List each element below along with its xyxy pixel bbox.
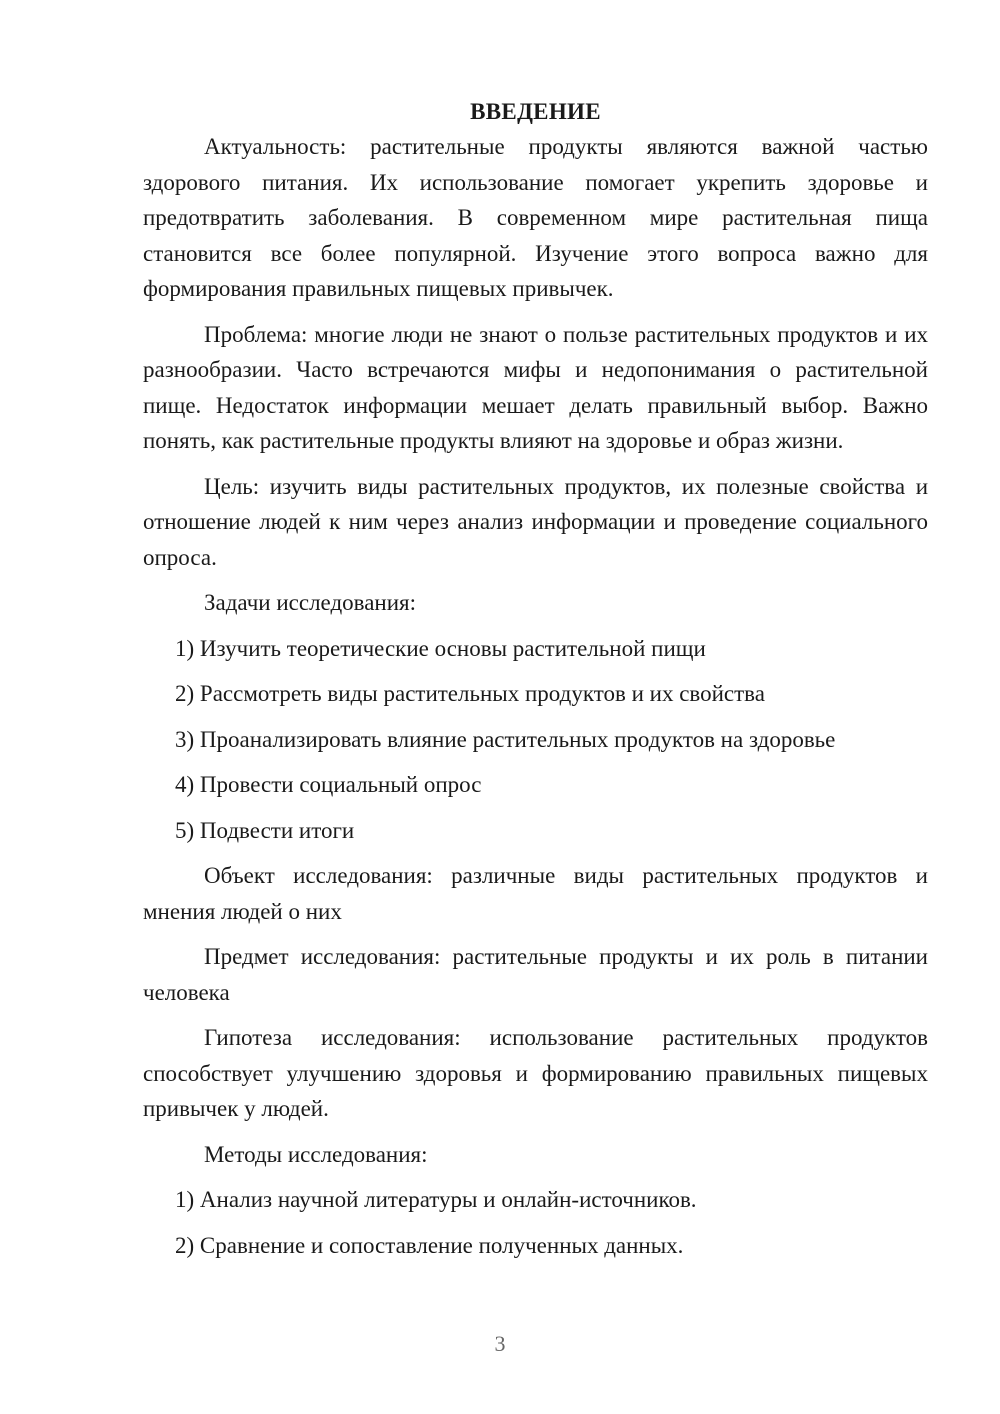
tasks-heading: Задачи исследования: [204,590,417,615]
section-title: ВВЕДЕНИЕ [470,99,601,124]
document-page [143,94,928,1273]
method-item: 2) Сравнение и сопоставление полученных данных. [175,1232,684,1258]
page-number: 3 [494,1331,506,1356]
hypothesis-paragraph: Гипотеза исследования: использование растительных продуктов способствует улучшению здоровья и формированию правильных пищевых привычек у людей. [143,1025,928,1121]
task-item: 1) Изучить теоретические основы растительной пищи [175,635,706,661]
tasks-list [143,631,928,849]
relevance-paragraph: Актуальность: растительные продукты являются важной частью здорового питания. Их использование помогает укрепить здоровье и предотвратить заболевания. В современном мире растительная пища становится все более популярной. Изучение этого вопроса важно для формирования правильных пищевых привычек. [143,134,928,301]
task-item: 5) Подвести итоги [175,817,355,843]
method-item: 1) Анализ научной литературы и онлайн-источников. [175,1187,697,1212]
task-item: 3) Проанализировать влияние растительных продуктов на здоровье [175,726,836,752]
problem-paragraph: Проблема: многие люди не знают о пользе растительных продуктов и их разнообразии. Часто встречаются мифы и недопонимания о растительной пище. Недостаток информации мешает делать правильный выбор. Важно понять, как растительные продукты влияют на здоровье и образ жизни. [143,321,928,453]
methods-list [143,1182,928,1263]
object-paragraph: Объект исследования: различные виды растительных продуктов и мнения людей о них [143,863,928,924]
task-item: 2) Рассмотреть виды растительных продуктов и их свойства [175,681,765,706]
methods-heading: Методы исследования: [204,1141,428,1167]
subject-paragraph: Предмет исследования: растительные продукты и их роль в питании человека [143,944,928,1005]
goal-paragraph: Цель: изучить виды растительных продуктов, их полезные свойства и отношение людей к ним через анализ информации и проведение социального опроса. [143,473,928,570]
task-item: 4) Провести социальный опрос [175,772,482,797]
